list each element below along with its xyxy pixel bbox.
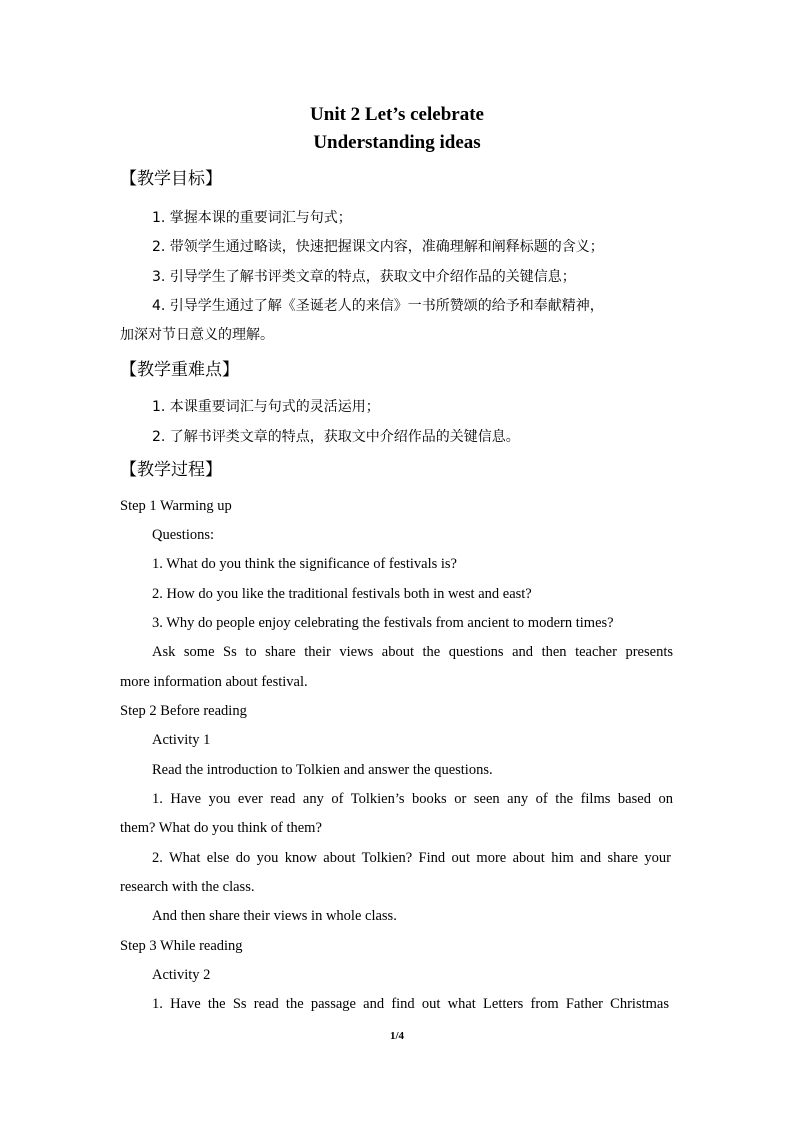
question-item: 1. What do you think the significance of festivals is? [152,556,457,572]
activity-label: Activity 2 [152,967,211,983]
activity-label: Activity 1 [152,732,211,748]
document-title: Unit 2 Let’s celebrate [310,104,484,125]
objective-item: 2. 带领学生通过略读，快速把握课文内容，准确理解和阐释标题的含义； [152,239,604,255]
document-subtitle: Understanding ideas [313,132,481,153]
objective-item: 4. 引导学生通过了解《圣诞老人的来信》一书所赞颂的给予和奉献精神， [152,298,604,314]
questions-label: Questions: [152,527,215,543]
page-number: 1/4 [389,1030,405,1042]
question-item: 2. What else do you know about Tolkien? Find out more about him and share your [152,850,671,866]
step-title: Step 2 Before reading [120,703,247,719]
question-item: 2. How do you like the traditional festivals both in west and east? [152,586,532,602]
section-heading-objectives: 【教学目标】 [120,169,222,189]
objective-item: 1. 掌握本课的重要词汇与句式； [152,210,352,226]
question-item: 1. Have you ever read any of Tolkien’s books or seen any of the films based on [152,791,673,807]
objective-item: 3. 引导学生了解书评类文章的特点，获取文中介绍作品的关键信息； [152,269,576,285]
question-item-continuation: them? What do you think of them? [120,820,322,836]
objective-item-continuation: 加深对节日意义的理解。 [120,327,274,343]
section-heading-key-points: 【教学重难点】 [120,360,239,380]
question-item: 3. Why do people enjoy celebrating the festivals from ancient to modern times? [152,615,614,631]
activity-instruction: Read the introduction to Tolkien and answer the questions. [152,762,493,778]
step-title: Step 3 While reading [120,938,243,954]
paragraph-line: more information about festival. [120,674,308,690]
key-point-item: 2. 了解书评类文章的特点，获取文中介绍作品的关键信息。 [152,429,520,445]
step-title: Step 1 Warming up [120,498,232,514]
section-heading-process: 【教学过程】 [120,460,222,480]
activity-item: 1. Have the Ss read the passage and find out what Letters from Father Christmas [152,996,669,1012]
paragraph-line: And then share their views in whole class. [152,908,397,924]
paragraph-line: Ask some Ss to share their views about the questions and then teacher presents [152,644,673,660]
question-item-continuation: research with the class. [120,879,255,895]
key-point-item: 1. 本课重要词汇与句式的灵活运用； [152,399,380,415]
